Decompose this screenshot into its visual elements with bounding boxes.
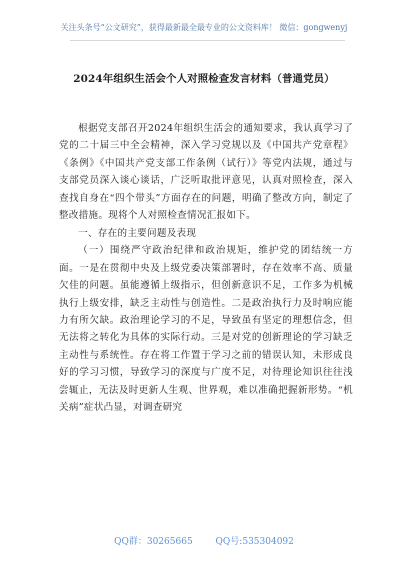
qq-group-number: 30265665 xyxy=(146,537,193,547)
qq-group-contact xyxy=(114,537,193,548)
document-body xyxy=(59,120,353,417)
footer-contact xyxy=(0,537,408,548)
document-title: 2024年组织生活会个人对照检查发言材料（普通党员） xyxy=(73,73,335,85)
qq-contact xyxy=(216,537,294,548)
intro-paragraph: 根据党支部召开2024年组织生活会的通知要求，我认真学习了党的二十届三中全会精神，深入学习党规以及《中国共产党章程》《条例》《中国共产党支部工作条例（试行）》等党内法规，通过与支部党员深入谈心谈话，广泛听取批评意见，认真对照检查，深入查找自身在“四个带头”方面存在的问题，明确了整改方向，制定了整改措施。现将个人对照检查情况汇报如下。 xyxy=(59,123,353,222)
section-heading-main-problems: 一、存在的主要问题及表现 xyxy=(78,227,197,239)
header-promotional-note: 关注头条号“公文研究”，获得最新最全最专业的公文资料库！ 微信：gongwenyj xyxy=(60,23,348,32)
problem-detail-paragraph: （一）围绕严守政治纪律和政治规矩，维护党的团结统一方面。一是在贯彻中央及上级党委决策部署时，存在效率不高、质量欠佳的问题。虽能遵循上级指示，但创新意识不足，工作多为机械执行上级安排，缺乏主动性与创造性。二是政治执行力及时响应能力有所欠缺。政治理论学习的不足，导致虽有坚定的理想信念，但无法将之转化为具体的实际行动。三是对党的创新理论的学习缺乏主动性与系统性。存在将工作置于学习之前的错误认知，未形成良好的学习习惯，导致学习的深度与广度不足，对待理论知识往往浅尝辄止，无法及时更新人生观、世界观，难以准确把握新形势。“机关病”症状凸显，对调查研究 xyxy=(59,245,353,414)
qq-group-label: QQ群： xyxy=(114,537,147,547)
header-divider xyxy=(70,40,345,41)
qq-number: 535304092 xyxy=(242,537,294,547)
qq-label: QQ号: xyxy=(215,537,243,547)
